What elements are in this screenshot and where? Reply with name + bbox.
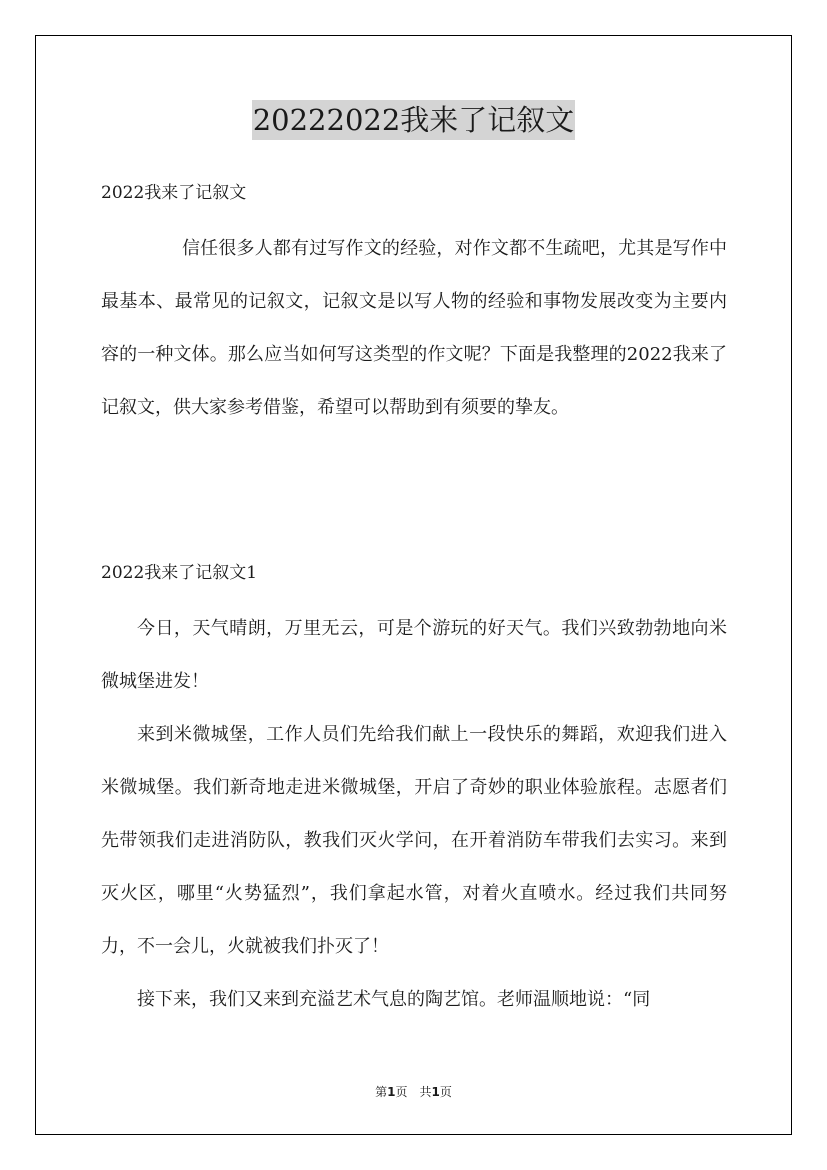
body-paragraph-2: 来到米微城堡，工作人员们先给我们献上一段快乐的舞蹈，欢迎我们进入米微城堡。我们新奇地走进米微城堡，开启了奇妙的职业体验旅程。志愿者们先带领我们走进消防队，教我们灭火学问，在开着消防车带我们去实习。来到灭火区，哪里“火势猛烈”，我们拿起水管，对着火直喷水。经过我们共同努力，不一会儿，火就被我们扑灭了！ (101, 724, 727, 957)
page-label: 页 (395, 1085, 408, 1099)
intro-paragraph: 信任很多人都有过写作文的经验，对作文都不生疏吧，尤其是写作中最基本、最常见的记叙文，记叙文是以写人物的经验和事物发展改变为主要内容的一种文体。那么应当如何写这类型的作文呢？下面是我整理的2022我来了记叙文，供大家参考借鉴，希望可以帮助到有须要的挚友。 (101, 238, 727, 418)
body-paragraph-3: 接下来，我们又来到充溢艺术气息的陶艺馆。老师温顺地说：“同 (137, 989, 651, 1010)
total-prefix: 共 (419, 1085, 432, 1099)
page-footer (0, 1083, 827, 1101)
page-total-number: 1 (431, 1085, 440, 1099)
page-current-number: 1 (387, 1085, 396, 1099)
document-subtitle: 2022我来了记叙文 (101, 183, 247, 203)
total-label: 页 (439, 1085, 452, 1099)
title-container (0, 100, 827, 140)
body-paragraph-1: 今日，天气晴朗，万里无云，可是个游玩的好天气。我们兴致勃勃地向米微城堡进发！ (101, 618, 727, 692)
section-heading: 2022我来了记叙文1 (101, 563, 258, 583)
page-prefix: 第 (375, 1085, 388, 1099)
document-title: 20222022我来了记叙文 (252, 100, 576, 140)
